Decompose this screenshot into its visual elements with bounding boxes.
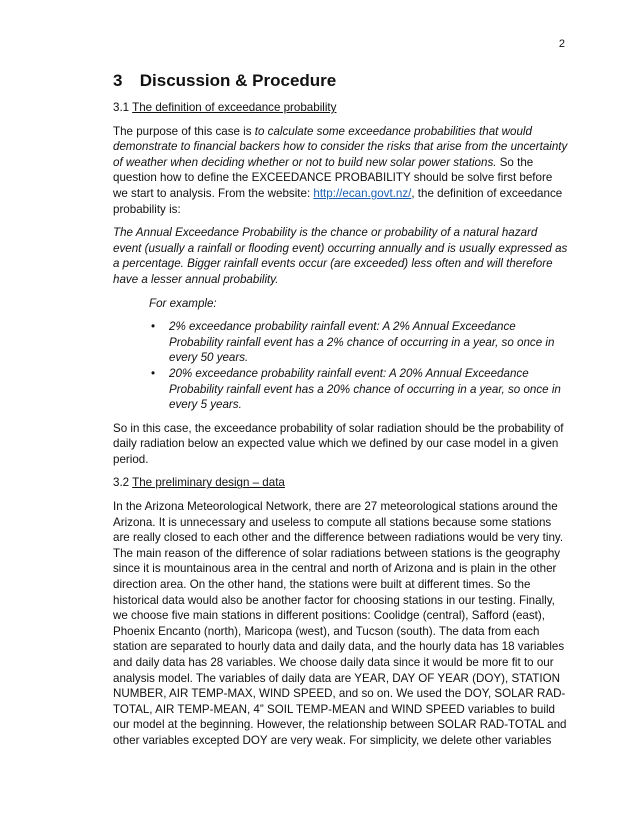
example-text: 20% exceedance probability rainfall event: A 20% Annual Exceedance Probability rainfall event has a 20% chance of occurring in a year, so once in every 5 years. (169, 366, 561, 412)
example-text: 2% exceedance probability rainfall event: A 2% Annual Exceedance Probability rainfall event has a 2% chance of occurring in a year, so once in every 50 years. (169, 320, 555, 365)
data-paragraph: In the Arizona Meteorological Network, there are 27 meteorological stations around the Arizona. It is unnecessary and useless to compute all stations because some stations are really closed to each other and the difference between radiations would be very tiny. The main reason of the difference of solar radiations between stations is the geography since it is mountainous area in the central and north of Arizona and is plain in the other direction area. On the other hand, the stations were built at different times. So the historical data would also be another factor for choosing stations in our testing. Finally, we choose five main stations in different positions: Coolidge (central), Safford (east), Phoenix Encanto (north), Maricopa (west), and Tucson (south). The data from each station are separated to hourly data and daily data, and the hourly data has 18 variables and daily data has 28 variables. We choose daily data since it would be more fit to our analysis model. The variables of daily data are YEAR, DAY OF YEAR (DOY), STATION NUMBER, AIR TEMP-MAX, WIND SPEED, and so on. We used the DOY, SOLAR RAD-TOTAL, AIR TEMP-MEAN, 4” SOIL TEMP-MEAN and WIND SPEED variables to build our model at the beginning. However, the relationship between SOLAR RAD-TOTAL and other variables excepted DOY are very weak. For simplicity, we delete other variables (113, 500, 567, 747)
page-number: 2 (558, 38, 565, 50)
subsection-number: 3.2 (113, 476, 130, 490)
solar-case-paragraph: So in this case, the exceedance probability of solar radiation should be the probability of daily radiation below an expected value which we defined by our case model in a given period. (113, 421, 564, 466)
examples-list (113, 319, 568, 413)
bullet-icon: • (151, 320, 156, 334)
purpose-italic-text: to calculate some exceedance probabilities that would demonstrate to financial backers how to consider the risks that arise from the uncertainty of weather when deciding whether or not to build new solar power stations. (113, 124, 568, 169)
purpose-intro-text: The purpose of this case is (113, 124, 255, 138)
purpose-text: So the question how to define the EXCEEDANCE PROBABILITY should be solve first before we start to analysis. From the website: (113, 155, 553, 200)
subsection-heading-3-2 (113, 475, 568, 491)
for-example-label: For example: (149, 296, 217, 310)
section-title: Discussion & Procedure (139, 71, 337, 90)
purpose-end-text: , the definition of exceedance probability is: (113, 186, 563, 216)
bullet-icon: • (151, 366, 156, 380)
section-number: 3 (113, 71, 123, 90)
list-item (113, 319, 568, 366)
subsection-title: The preliminary design – data (132, 476, 285, 490)
purpose-paragraph (113, 124, 568, 218)
section-heading (113, 70, 568, 92)
ecan-link[interactable]: http://ecan.govt.nz/ (313, 186, 412, 200)
subsection-heading-3-1 (113, 100, 568, 116)
subsection-number: 3.1 (113, 101, 130, 114)
subsection-title: The definition of exceedance probability (132, 101, 337, 114)
list-item (113, 366, 568, 413)
page-content (113, 70, 568, 757)
definition-quote: The Annual Exceedance Probability is the chance or probability of a natural hazard event (usually a rainfall or flooding event) occurring annually and is usually expressed as a percentage. Bigger rainfall events occur (are exceeded) less often and will therefore have a lesser annual probability. (113, 226, 568, 286)
